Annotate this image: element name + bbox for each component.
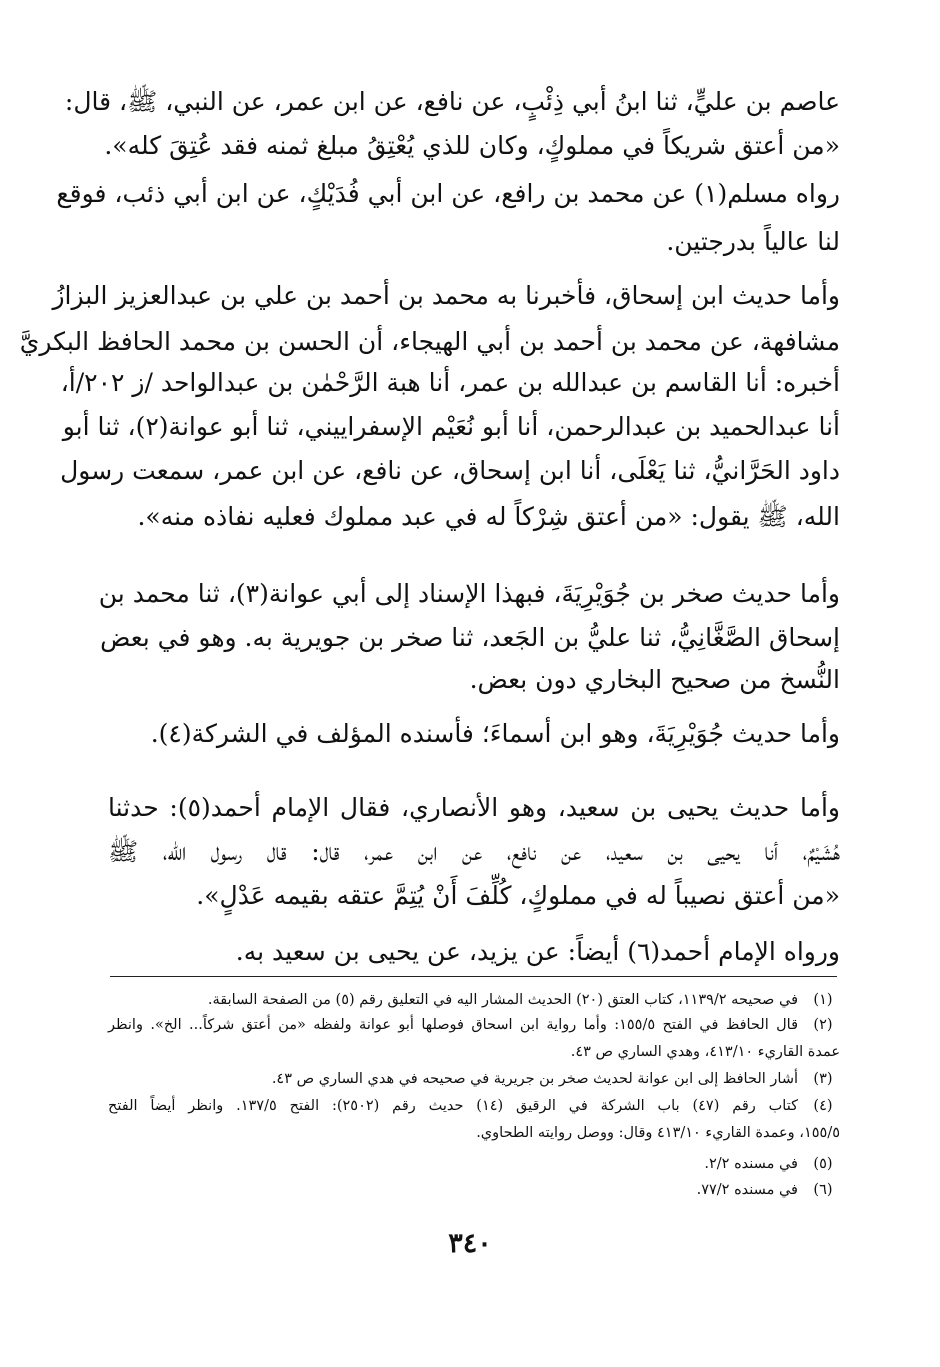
footnote-number: (٣) <box>813 1071 833 1087</box>
body-line: وأما حديث يحيى بن سعيد، وهو الأنصاري، فقال الإمام أحمد(٥): حدثنا <box>108 793 840 822</box>
body-line: أنا عبدالحميد بن عبدالرحمن، أنا أبو نُعَيْم الإسفراييني، ثنا أبو عوانة(٢)، ثنا أبو <box>62 412 840 441</box>
body-line: عاصم بن عليٍّ، ثنا ابنُ أبي ذِئْبٍ، عن نافع، عن ابن عمر، عن النبي، ﷺ، قال: <box>64 87 840 116</box>
footnote-text: عمدة القاريء ٤١٣/١٠، وهدي الساري ص ٤٣. <box>570 1044 840 1060</box>
body-line: «من أعتق شريكاً في مملوكٍ، وكان للذي يُعْتِقُ مبلغ ثمنه فقد عُتِقَ كله». <box>104 131 840 160</box>
body-line: أخبره: أنا القاسم بن عبدالله بن عمر، أنا هبة الرَّحْمٰن بن عبدالواحد /ز ٢٠٢/أ، <box>60 368 840 397</box>
footnote-4-continued <box>108 1121 840 1145</box>
footnote-text: أشار الحافظ إلى ابن عوانة لحديث صخر بن جريرية في صحيحه في هدي الساري ص ٤٣. <box>271 1071 798 1087</box>
body-line: النُّسخ من صحيح البخاري دون بعض. <box>469 665 840 694</box>
footnote-text: كتاب رقم (٤٧) باب الشركة في الرقيق (١٤) حديث رقم (٢٥٠٢): الفتح ١٣٧/٥. وانظر أيضاً الفتح <box>108 1098 799 1114</box>
body-line: رواه مسلم(١) عن محمد بن رافع، عن ابن أبي فُدَيْكٍ، عن ابن أبي ذئب، فوقع <box>56 179 840 208</box>
body-line: هُشَيْمٌ، أنا يحيى بن سعيد، عن نافع، عن ابن عمر، قال: قال رسول الله، ﷺ <box>108 837 840 866</box>
body-line: إسحاق الصَّغَّانِيُّ، ثنا عليُّ بن الجَعد، ثنا صخر بن جويرية به. وهو في بعض <box>100 623 840 652</box>
footnote-number: (٥) <box>813 1156 833 1172</box>
body-line: وأما حديث ابن إسحاق، فأخبرنا به محمد بن أحمد بن علي بن عبدالعزيز البزازُ <box>52 281 840 310</box>
footnote-text: ١٥٥/٥، وعمدة القاريء ٤١٣/١٠ وقال: ووصل روايته الطحاوي. <box>476 1125 840 1141</box>
footnote-3 <box>108 1067 840 1091</box>
page-number: ٣٤٠ <box>448 1228 492 1259</box>
body-line: وأما حديث جُوَيْرِيَةَ، وهو ابن أسماءَ؛ فأسنده المؤلف في الشركة(٤). <box>150 719 840 748</box>
footnote-number: (٤) <box>813 1098 833 1114</box>
body-line: الله، ﷺ يقول: «من أعتق شِرْكاً له في عبد مملوك فعليه نفاذه منه». <box>137 502 840 531</box>
footnote-number: (٢) <box>813 1017 833 1033</box>
footnote-number: (٦) <box>813 1182 833 1198</box>
body-line: مشافهة، عن محمد بن أحمد بن أبي الهيجاء، أن الحسن بن محمد الحافظ البكريَّ <box>19 327 840 356</box>
footnote-1 <box>108 988 840 1012</box>
footnote-text: قال الحافظ في الفتح ١٥٥/٥: وأما رواية ابن اسحاق فوصلها أبو عوانة ولفظه «من أعتق شركاً... الخ». وانظر <box>108 1017 798 1033</box>
footnote-4 <box>108 1094 840 1118</box>
body-line: ورواه الإمام أحمد(٦) أيضاً: عن يزيد، عن يحيى بن سعيد به. <box>235 937 840 966</box>
body-line: وأما حديث صخر بن جُوَيْرِيَةَ، فبهذا الإسناد إلى أبي عوانة(٣)، ثنا محمد بن <box>98 579 840 608</box>
body-line: «من أعتق نصيباً له في مملوكٍ، كُلِّفَ أَنْ يُتِمَّ عتقه بقيمه عَدْلٍ». <box>196 881 840 910</box>
footnote-2-continued <box>108 1040 840 1064</box>
footnote-5 <box>108 1152 840 1176</box>
footnote-number: (١) <box>813 992 833 1008</box>
footnote-separator <box>110 976 837 977</box>
footnote-6 <box>108 1178 840 1202</box>
body-line: لنا عالياً بدرجتين. <box>666 227 840 256</box>
footnote-text: في مسنده ٧٧/٢. <box>696 1182 798 1198</box>
footnote-2 <box>108 1013 840 1037</box>
footnote-text: في صحيحه ١١٣٩/٢، كتاب العتق (٢٠) الحديث المشار اليه في التعليق رقم (٥) من الصفحة السابقة. <box>207 992 798 1008</box>
footnote-text: في مسنده ٢/٢. <box>704 1156 798 1172</box>
body-line: داود الحَرَّانيُّ، ثنا يَعْلَى، أنا ابن إسحاق، عن نافع، عن ابن عمر، سمعت رسول <box>60 456 840 485</box>
